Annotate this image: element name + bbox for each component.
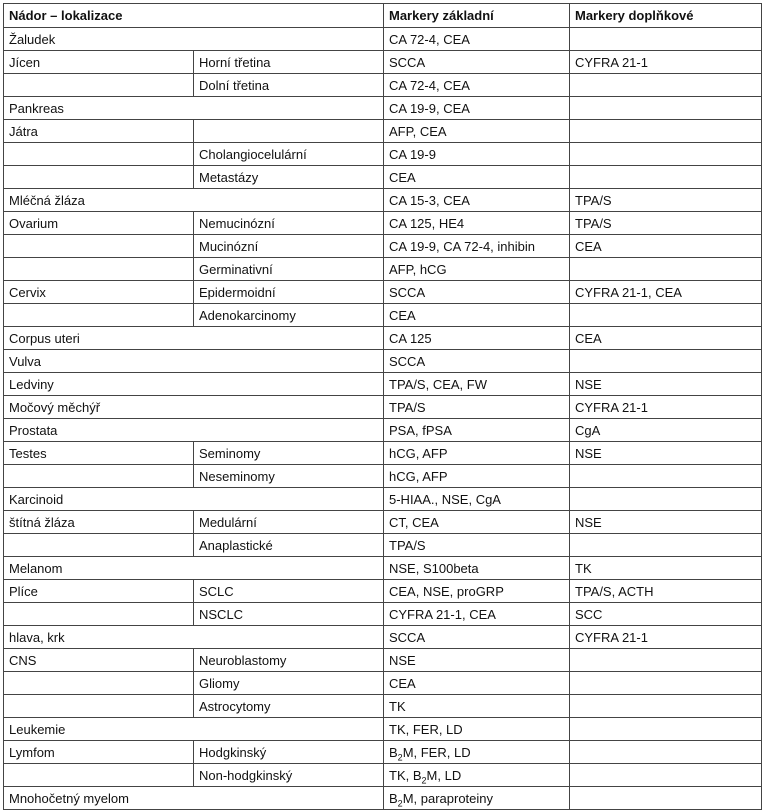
tumor-subtype-cell: Cholangiocelulární xyxy=(194,143,384,166)
supplementary-markers-cell xyxy=(570,488,762,511)
supplementary-markers-cell xyxy=(570,672,762,695)
supplementary-markers-cell xyxy=(570,718,762,741)
table-row xyxy=(4,649,762,672)
table-row xyxy=(4,672,762,695)
supplementary-markers-cell xyxy=(570,741,762,764)
basic-markers-cell: AFP, CEA xyxy=(384,120,570,143)
table-row xyxy=(4,28,762,51)
basic-markers-cell: SCCA xyxy=(384,350,570,373)
table-row xyxy=(4,580,762,603)
supplementary-markers-cell: CEA xyxy=(570,327,762,350)
tumor-location-cell: hlava, krk xyxy=(4,626,384,649)
tumor-subtype-cell: NSCLC xyxy=(194,603,384,626)
tumor-location-cell: CNS xyxy=(4,649,194,672)
table-row xyxy=(4,603,762,626)
supplementary-markers-cell: CEA xyxy=(570,235,762,258)
tumor-location-cell: Pankreas xyxy=(4,97,384,120)
basic-markers-cell: hCG, AFP xyxy=(384,465,570,488)
marker-text: TK, B xyxy=(389,767,422,783)
basic-markers-cell: 5-HIAA., NSE, CgA xyxy=(384,488,570,511)
marker-subscript: 2 xyxy=(421,775,427,786)
tumor-location-cell xyxy=(4,304,194,327)
tumor-location-cell: štítná žláza xyxy=(4,511,194,534)
tumor-subtype-cell: Adenokarcinomy xyxy=(194,304,384,327)
header-basic-markers: Markery základní xyxy=(384,4,570,28)
tumor-location-cell: Žaludek xyxy=(4,28,384,51)
supplementary-markers-cell xyxy=(570,28,762,51)
table-header-row xyxy=(4,4,762,28)
tumor-subtype-cell: Epidermoidní xyxy=(194,281,384,304)
supplementary-markers-cell: CYFRA 21-1 xyxy=(570,626,762,649)
table-row xyxy=(4,396,762,419)
tumor-location-cell: Leukemie xyxy=(4,718,384,741)
table-row xyxy=(4,304,762,327)
basic-markers-cell: CA 19-9, CEA xyxy=(384,97,570,120)
tumor-location-cell xyxy=(4,235,194,258)
table-row xyxy=(4,442,762,465)
basic-markers-cell xyxy=(384,787,570,810)
marker-text: M, paraproteiny xyxy=(402,790,494,806)
supplementary-markers-cell xyxy=(570,166,762,189)
marker-text: M, LD xyxy=(426,767,462,783)
supplementary-markers-cell: SCC xyxy=(570,603,762,626)
basic-markers-cell: CA 125, HE4 xyxy=(384,212,570,235)
table-row xyxy=(4,258,762,281)
supplementary-markers-cell: NSE xyxy=(570,511,762,534)
supplementary-markers-cell xyxy=(570,350,762,373)
table-row xyxy=(4,557,762,580)
tumor-subtype-cell: SCLC xyxy=(194,580,384,603)
basic-markers-cell: SCCA xyxy=(384,281,570,304)
marker-text: B xyxy=(389,744,398,760)
table-row xyxy=(4,97,762,120)
basic-markers-cell: SCCA xyxy=(384,51,570,74)
tumor-subtype-cell: Anaplastické xyxy=(194,534,384,557)
basic-markers-cell: hCG, AFP xyxy=(384,442,570,465)
tumor-subtype-cell: Germinativní xyxy=(194,258,384,281)
tumor-location-cell: Prostata xyxy=(4,419,384,442)
table-row xyxy=(4,626,762,649)
supplementary-markers-cell xyxy=(570,304,762,327)
supplementary-markers-cell xyxy=(570,649,762,672)
tumor-markers-table xyxy=(3,3,762,810)
tumor-location-cell xyxy=(4,534,194,557)
tumor-location-cell: Karcinoid xyxy=(4,488,384,511)
basic-markers-cell xyxy=(384,764,570,787)
table-row xyxy=(4,511,762,534)
tumor-subtype-cell: Seminomy xyxy=(194,442,384,465)
marker-text: B xyxy=(389,790,398,806)
table-row xyxy=(4,166,762,189)
tumor-subtype-cell: Nemucinózní xyxy=(194,212,384,235)
tumor-subtype-cell: Metastázy xyxy=(194,166,384,189)
basic-markers-cell: TPA/S, CEA, FW xyxy=(384,373,570,396)
basic-markers-cell: CEA xyxy=(384,304,570,327)
supplementary-markers-cell: NSE xyxy=(570,373,762,396)
table-row xyxy=(4,74,762,97)
table-row xyxy=(4,235,762,258)
tumor-location-cell: Cervix xyxy=(4,281,194,304)
tumor-location-cell: Mléčná žláza xyxy=(4,189,384,212)
basic-markers-cell: CA 72-4, CEA xyxy=(384,74,570,97)
table-row xyxy=(4,281,762,304)
supplementary-markers-cell xyxy=(570,695,762,718)
supplementary-markers-cell xyxy=(570,465,762,488)
basic-markers-cell: SCCA xyxy=(384,626,570,649)
table-row xyxy=(4,419,762,442)
marker-text: M, FER, LD xyxy=(402,744,471,760)
basic-markers-cell: CEA xyxy=(384,166,570,189)
table-row xyxy=(4,534,762,557)
tumor-location-cell xyxy=(4,672,194,695)
basic-markers-cell: CA 125 xyxy=(384,327,570,350)
basic-markers-cell: NSE xyxy=(384,649,570,672)
table-row xyxy=(4,764,762,787)
tumor-location-cell xyxy=(4,258,194,281)
header-supplementary-markers: Markery doplňkové xyxy=(570,4,762,28)
supplementary-markers-cell: NSE xyxy=(570,442,762,465)
basic-markers-cell: PSA, fPSA xyxy=(384,419,570,442)
tumor-location-cell xyxy=(4,695,194,718)
tumor-subtype-cell: Gliomy xyxy=(194,672,384,695)
tumor-location-cell: Vulva xyxy=(4,350,384,373)
table-row xyxy=(4,327,762,350)
tumor-location-cell: Corpus uteri xyxy=(4,327,384,350)
basic-markers-cell: NSE, S100beta xyxy=(384,557,570,580)
header-tumor-location: Nádor – lokalizace xyxy=(4,4,384,28)
tumor-location-cell xyxy=(4,74,194,97)
marker-subscript: 2 xyxy=(397,798,403,809)
table-row xyxy=(4,51,762,74)
tumor-location-cell: Ledviny xyxy=(4,373,384,396)
supplementary-markers-cell: TK xyxy=(570,557,762,580)
tumor-subtype-cell: Medulární xyxy=(194,511,384,534)
table-row xyxy=(4,488,762,511)
tumor-location-cell: Jícen xyxy=(4,51,194,74)
table-row xyxy=(4,787,762,810)
tumor-location-cell: Močový měchýř xyxy=(4,396,384,419)
tumor-subtype-cell: Neseminomy xyxy=(194,465,384,488)
supplementary-markers-cell xyxy=(570,258,762,281)
tumor-subtype-cell: Mucinózní xyxy=(194,235,384,258)
table-row xyxy=(4,465,762,488)
table-row xyxy=(4,212,762,235)
supplementary-markers-cell xyxy=(570,120,762,143)
table-row xyxy=(4,718,762,741)
supplementary-markers-cell xyxy=(570,787,762,810)
supplementary-markers-cell: TPA/S xyxy=(570,212,762,235)
basic-markers-cell: TPA/S xyxy=(384,396,570,419)
basic-markers-cell: CT, CEA xyxy=(384,511,570,534)
supplementary-markers-cell: TPA/S, ACTH xyxy=(570,580,762,603)
tumor-location-cell xyxy=(4,465,194,488)
tumor-location-cell xyxy=(4,166,194,189)
tumor-subtype-cell: Dolní třetina xyxy=(194,74,384,97)
tumor-location-cell: Lymfom xyxy=(4,741,194,764)
tumor-subtype-cell: Non-hodgkinský xyxy=(194,764,384,787)
basic-markers-cell: TPA/S xyxy=(384,534,570,557)
table-row xyxy=(4,695,762,718)
table-row xyxy=(4,120,762,143)
table-row xyxy=(4,350,762,373)
tumor-location-cell: Játra xyxy=(4,120,194,143)
supplementary-markers-cell xyxy=(570,143,762,166)
table-row xyxy=(4,189,762,212)
table-row xyxy=(4,741,762,764)
basic-markers-cell: AFP, hCG xyxy=(384,258,570,281)
supplementary-markers-cell xyxy=(570,534,762,557)
basic-markers-cell: TK xyxy=(384,695,570,718)
supplementary-markers-cell xyxy=(570,764,762,787)
marker-subscript: 2 xyxy=(397,752,403,763)
supplementary-markers-cell: CgA xyxy=(570,419,762,442)
tumor-location-cell: Ovarium xyxy=(4,212,194,235)
supplementary-markers-cell: CYFRA 21-1, CEA xyxy=(570,281,762,304)
basic-markers-cell: TK, FER, LD xyxy=(384,718,570,741)
tumor-subtype-cell xyxy=(194,120,384,143)
tumor-location-cell: Plíce xyxy=(4,580,194,603)
basic-markers-cell: CEA, NSE, proGRP xyxy=(384,580,570,603)
basic-markers-cell: CYFRA 21-1, CEA xyxy=(384,603,570,626)
basic-markers-cell: CA 72-4, CEA xyxy=(384,28,570,51)
basic-markers-cell: CA 19-9 xyxy=(384,143,570,166)
tumor-location-cell: Melanom xyxy=(4,557,384,580)
tumor-subtype-cell: Astrocytomy xyxy=(194,695,384,718)
supplementary-markers-cell: CYFRA 21-1 xyxy=(570,396,762,419)
tumor-location-cell: Testes xyxy=(4,442,194,465)
table-row xyxy=(4,373,762,396)
supplementary-markers-cell xyxy=(570,74,762,97)
tumor-location-cell: Mnohočetný myelom xyxy=(4,787,384,810)
basic-markers-cell: CA 15-3, CEA xyxy=(384,189,570,212)
supplementary-markers-cell: TPA/S xyxy=(570,189,762,212)
basic-markers-cell: CEA xyxy=(384,672,570,695)
tumor-location-cell xyxy=(4,143,194,166)
supplementary-markers-cell: CYFRA 21-1 xyxy=(570,51,762,74)
tumor-location-cell xyxy=(4,764,194,787)
table-row xyxy=(4,143,762,166)
tumor-location-cell xyxy=(4,603,194,626)
basic-markers-cell: CA 19-9, CA 72-4, inhibin xyxy=(384,235,570,258)
supplementary-markers-cell xyxy=(570,97,762,120)
basic-markers-cell xyxy=(384,741,570,764)
tumor-subtype-cell: Horní třetina xyxy=(194,51,384,74)
tumor-subtype-cell: Hodgkinský xyxy=(194,741,384,764)
tumor-subtype-cell: Neuroblastomy xyxy=(194,649,384,672)
